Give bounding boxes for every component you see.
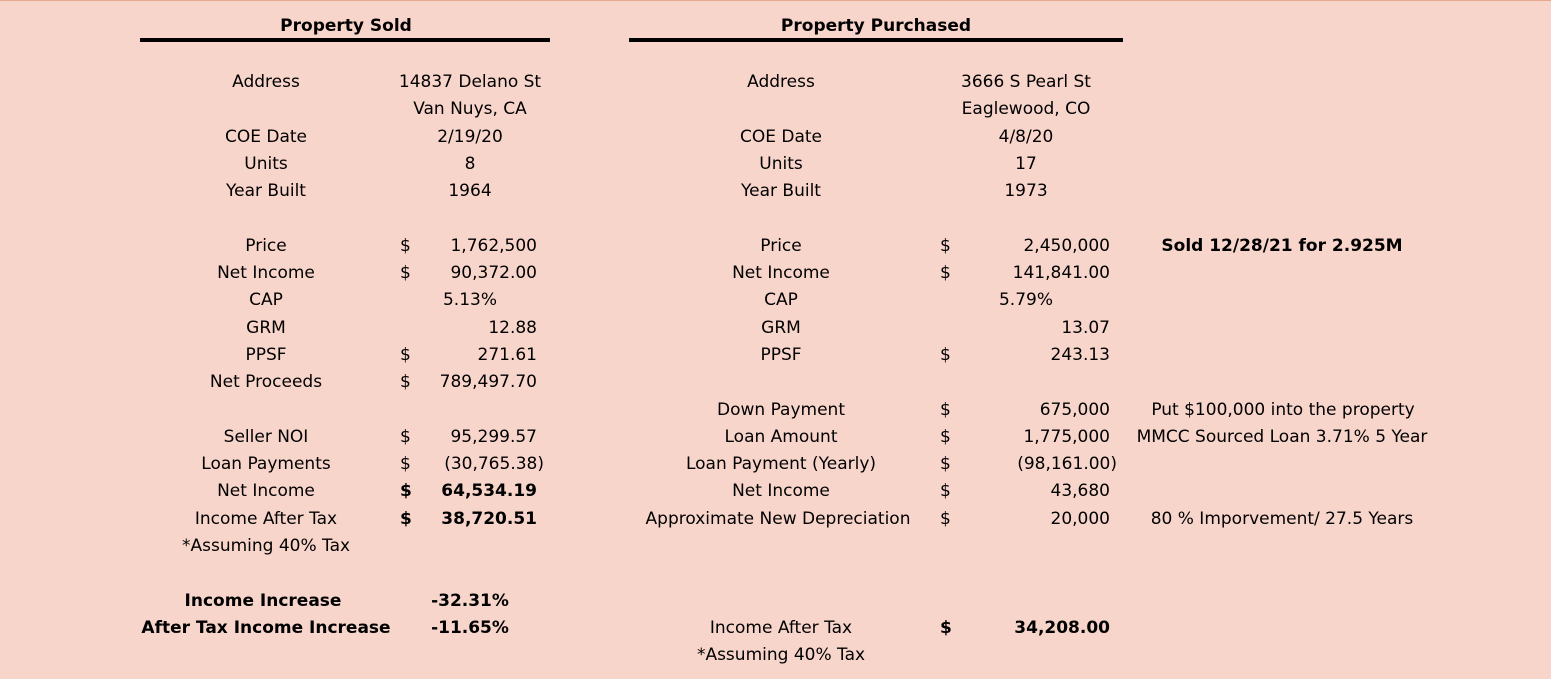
sold-price-value: 1,762,500 [450, 236, 537, 256]
purchased-loan-payment-value: (98,161.00) [1017, 454, 1117, 474]
purchased-loan-payment-currency: $ [940, 454, 951, 474]
purchased-heading-rule [629, 38, 1123, 42]
purchased-income-after-tax-value: 34,208.00 [1014, 618, 1110, 638]
loan-note: MMCC Sourced Loan 3.71% 5 Year [1136, 427, 1428, 447]
purchased-coe-label: COE Date [739, 127, 823, 147]
sold-grm-label: GRM [246, 318, 286, 338]
purchased-loan-amount-value: 1,775,000 [1023, 427, 1110, 447]
purchased-address-label: Address [747, 72, 815, 92]
purchased-down-payment-value: 675,000 [1039, 400, 1110, 420]
sold-net-income-value: 90,372.00 [450, 263, 537, 283]
purchased-net-income-label: Net Income [732, 263, 830, 283]
sold-ppsf-value: 271.61 [477, 345, 537, 365]
sold-heading-rule [140, 38, 550, 42]
sold-net-income-currency: $ [400, 263, 411, 283]
purchased-cap-label: CAP [764, 290, 798, 310]
purchased-loan-payment-label: Loan Payment (Yearly) [685, 454, 877, 474]
purchased-year-value: 1973 [1004, 181, 1048, 201]
purchased-net-income2-value: 43,680 [1050, 481, 1110, 501]
down-payment-note: Put $100,000 into the property [1151, 400, 1415, 420]
sold-net-proceeds-value: 789,497.70 [439, 372, 537, 392]
purchased-net-income2-label: Net Income [732, 481, 830, 501]
purchased-units-label: Units [759, 154, 803, 174]
sold-address-line2: Van Nuys, CA [413, 99, 527, 119]
sold-address-line1: 14837 Delano St [398, 72, 542, 92]
sold-coe-value: 2/19/20 [437, 127, 503, 147]
purchased-ppsf-currency: $ [940, 345, 951, 365]
sold-price-label: Price [245, 236, 287, 256]
purchased-cap-value: 5.79% [998, 290, 1054, 310]
sold-loan-payments-label: Loan Payments [201, 454, 331, 474]
sold-net-proceeds-label: Net Proceeds [209, 372, 323, 392]
sold-price-currency: $ [400, 236, 411, 256]
purchased-address-line1: 3666 S Pearl St [961, 72, 1091, 92]
sold-coe-label: COE Date [224, 127, 308, 147]
sold-net-income2-value: 64,534.19 [441, 481, 537, 501]
sold-net-proceeds-currency: $ [400, 372, 411, 392]
purchased-loan-amount-currency: $ [940, 427, 951, 447]
purchased-price-value: 2,450,000 [1023, 236, 1110, 256]
sold-income-after-tax-label: Income After Tax [194, 509, 338, 529]
purchased-grm-label: GRM [761, 318, 801, 338]
sold-seller-noi-label: Seller NOI [223, 427, 309, 447]
sold-address-label: Address [232, 72, 300, 92]
purchased-down-payment-label: Down Payment [717, 400, 845, 420]
sold-after-tax-increase-value: -11.65% [431, 618, 509, 638]
sold-net-income2-currency: $ [400, 481, 412, 501]
purchased-net-income-currency: $ [940, 263, 951, 283]
purchased-loan-amount-label: Loan Amount [724, 427, 838, 447]
sold-cap-label: CAP [249, 290, 283, 310]
sold-heading: Property Sold [280, 16, 412, 36]
purchased-price-label: Price [760, 236, 802, 256]
sold-ppsf-currency: $ [400, 345, 411, 365]
sold-income-after-tax-currency: $ [400, 509, 412, 529]
depreciation-note: 80 % Imporvement/ 27.5 Years [1150, 509, 1414, 529]
purchased-net-income-value: 141,841.00 [1012, 263, 1110, 283]
sold-seller-noi-currency: $ [400, 427, 411, 447]
purchased-grm-value: 13.07 [1061, 318, 1110, 338]
sold-units-label: Units [244, 154, 288, 174]
sold-units-value: 8 [464, 154, 476, 174]
purchased-income-after-tax-label: Income After Tax [709, 618, 853, 638]
purchased-year-label: Year Built [741, 181, 821, 201]
sold-year-value: 1964 [448, 181, 492, 201]
purchased-address-line2: Eaglewood, CO [961, 99, 1091, 119]
sold-income-increase-label: Income Increase [184, 591, 342, 611]
purchased-tax-note: *Assuming 40% Tax [696, 645, 866, 665]
sold-ppsf-label: PPSF [245, 345, 287, 365]
purchased-depreciation-currency: $ [940, 509, 951, 529]
sold-year-label: Year Built [226, 181, 306, 201]
sold-loan-payments-value: (30,765.38) [444, 454, 544, 474]
sold-seller-noi-value: 95,299.57 [450, 427, 537, 447]
sold-income-after-tax-value: 38,720.51 [441, 509, 537, 529]
sold-resale-note: Sold 12/28/21 for 2.925M [1161, 236, 1403, 256]
purchased-ppsf-label: PPSF [760, 345, 802, 365]
sold-cap-value: 5.13% [442, 290, 498, 310]
purchased-price-currency: $ [940, 236, 951, 256]
sold-after-tax-increase-label: After Tax Income Increase [141, 618, 391, 638]
sold-net-income-label: Net Income [217, 263, 315, 283]
purchased-coe-value: 4/8/20 [998, 127, 1054, 147]
purchased-income-after-tax-currency: $ [940, 618, 952, 638]
purchased-down-payment-currency: $ [940, 400, 951, 420]
purchased-heading: Property Purchased [780, 16, 972, 36]
sold-net-income2-label: Net Income [217, 481, 315, 501]
sold-grm-value: 12.88 [488, 318, 537, 338]
sold-tax-note: *Assuming 40% Tax [182, 536, 351, 556]
purchased-depreciation-value: 20,000 [1050, 509, 1110, 529]
purchased-net-income2-currency: $ [940, 481, 951, 501]
purchased-ppsf-value: 243.13 [1050, 345, 1110, 365]
purchased-depreciation-label: Approximate New Depreciation [645, 509, 911, 529]
sold-income-increase-value: -32.31% [431, 591, 509, 611]
sold-loan-payments-currency: $ [400, 454, 411, 474]
purchased-units-value: 17 [1015, 154, 1037, 174]
